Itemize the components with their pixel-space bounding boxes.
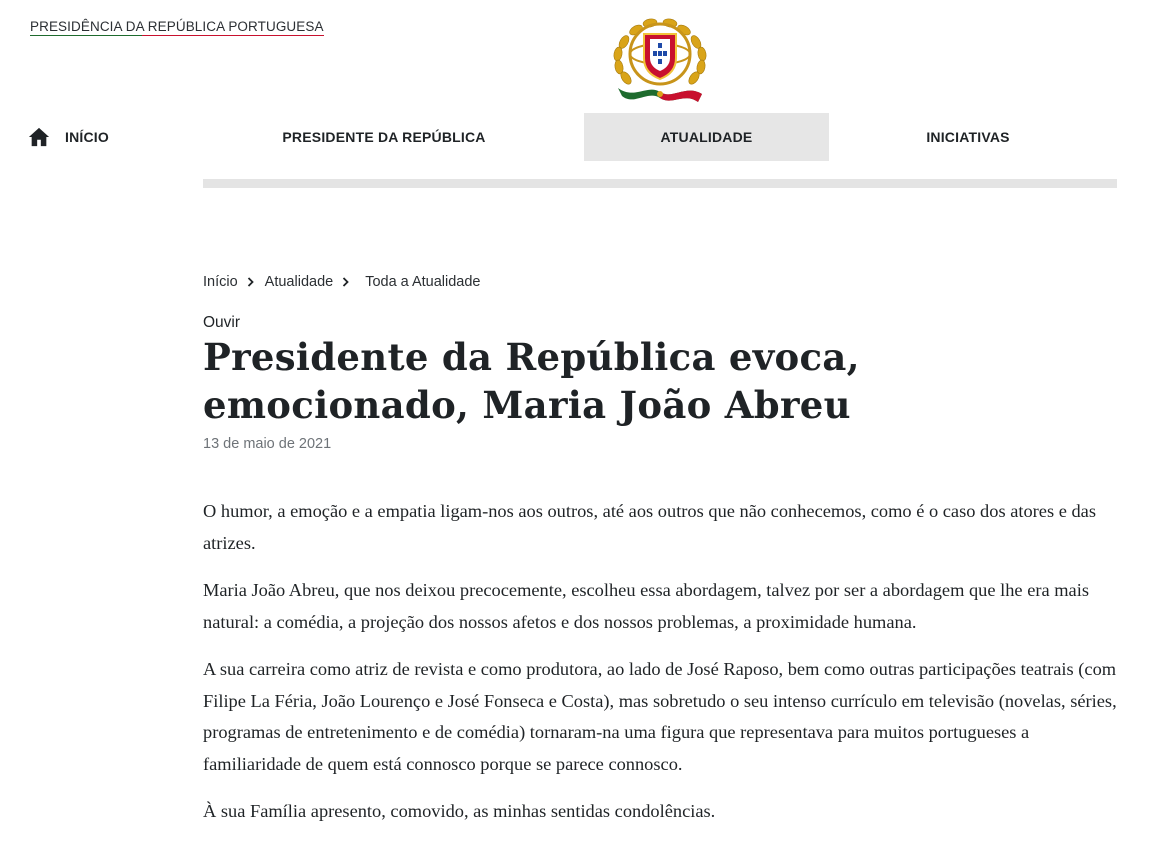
nav-initiatives-label: INICIATIVAS [926, 129, 1010, 145]
chevron-right-icon [247, 277, 254, 287]
article-title: Presidente da República evoca, emocionado, Maria João Abreu [203, 335, 860, 427]
portuguese-coat-of-arms-icon[interactable] [604, 14, 716, 104]
listen-button[interactable]: Ouvir [203, 314, 241, 331]
nav-president-label: PRESIDENTE DA REPÚBLICA [282, 129, 486, 145]
breadcrumb-all-news[interactable]: Toda a Atualidade [365, 274, 481, 290]
nav-item-president[interactable] [250, 113, 518, 161]
article-body [203, 496, 1121, 844]
nav-item-initiatives[interactable] [870, 113, 1066, 161]
site-name-link[interactable]: PRESIDÊNCIA DA REPÚBLICA PORTUGUESA [30, 19, 324, 34]
article-date: 13 de maio de 2021 [203, 436, 332, 452]
article-paragraph: O humor, a emoção e a empatia ligam-nos aos outros, até aos outros que não conhecemos, como é o caso dos atores e das atrizes. [203, 501, 1096, 553]
nav-home-label: INÍCIO [65, 129, 109, 145]
article-paragraph: À sua Família apresento, comovido, as minhas sentidas condolências. [203, 801, 716, 821]
subnav-bar [203, 179, 1117, 188]
breadcrumb-home[interactable]: Início [203, 274, 238, 290]
breadcrumb-news[interactable]: Atualidade [264, 274, 334, 290]
nav-item-news-active[interactable] [584, 113, 829, 161]
article-paragraph: Maria João Abreu, que nos deixou precocemente, escolheu essa abordagem, talvez por ser a abordagem que lhe era mais natural: a comédia, a projeção dos nossos afetos e dos nossos problemas, a proximidade humana. [203, 580, 1089, 632]
main-navigation [0, 113, 1166, 161]
home-icon [28, 126, 50, 148]
nav-item-home[interactable] [28, 113, 148, 161]
breadcrumb [203, 274, 481, 290]
chevron-right-icon [342, 277, 349, 287]
nav-news-label: ATUALIDADE [660, 129, 753, 145]
article-paragraph: A sua carreira como atriz de revista e como produtora, ao lado de José Raposo, bem como outras participações teatrais (com Filipe La Féria, João Lourenço e José Fonseca e Costa), mas sobretudo o seu intenso currículo em televisão (novelas, séries, programas de entretenimento e de comédia) tornaram-na uma figura que representava para muitos portugueses a familiaridade de quem está connosco porque se parece connosco. [203, 659, 1117, 774]
